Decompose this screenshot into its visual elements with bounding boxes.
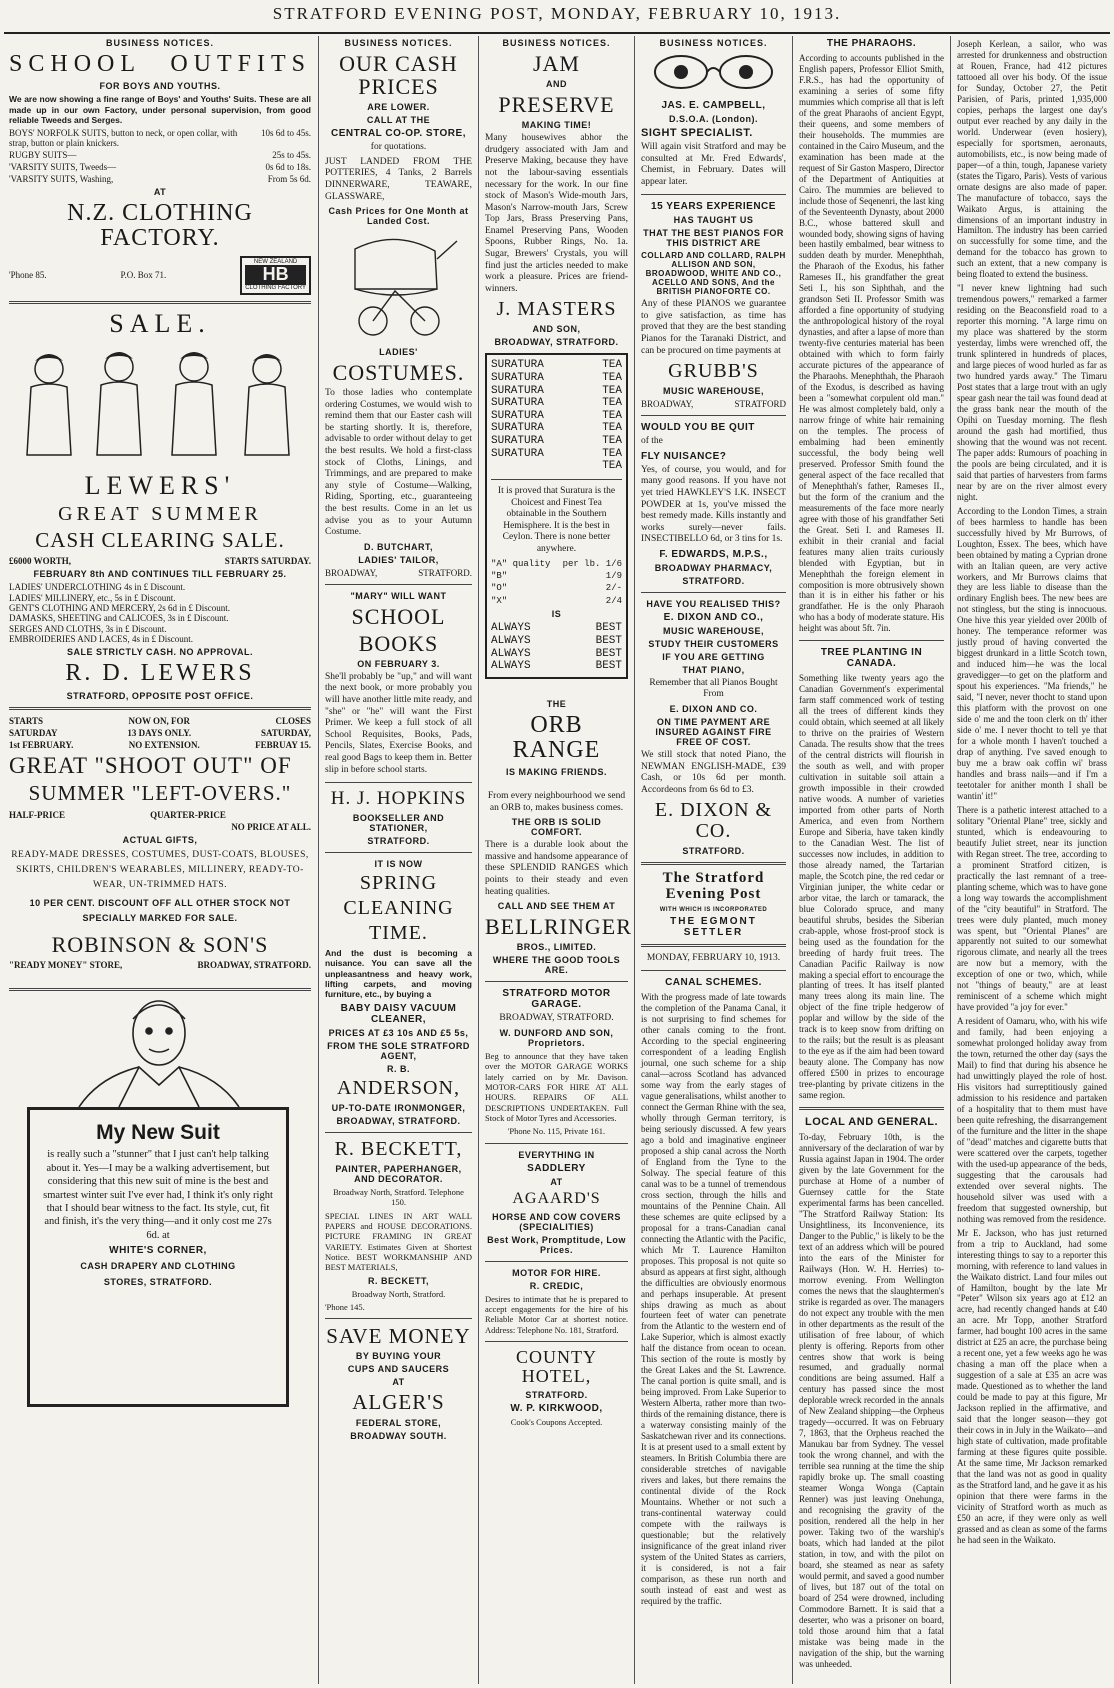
bellringer-name: BELLRINGER [485, 914, 632, 940]
column-4: BUSINESS NOTICES. JAS. E. CAMPBELL, D.S.O.A. (London). SIGHT SPECIALIST. Will again visit Stratford and may be consulted at Mr. Fred Edwards', Chemist, in February. Dates will appear later. 15 YEARS EXPERIENCE HAS TAUGHT US THAT THE BEST PIANOS FOR THIS DISTRICT ARE COLLARD AND COLLARD, RALPH ALLISON AND SON, BROADWOOD, WHITE AND CO., ACELLO AND SONS, And the BRITISH PIANOFORTE CO. Any of these PIANOS we guarantee to give satisfaction, as time has proved that they are the best standing Pianos for the Taranaki District, and can be procured on time payments at GRUBB'S MUSIC WAREHOUSE, BROADWAY, STRATFORD WOULD YOU BE QUIT of the FLY NUISANCE? Yes, of course, you would, and for many good reasons. If you have not yet tried HAWKLEY'S I.K. INSECT POWDER at 1s, you've missed the best remedy made. Kills instantly and works surely—never fails. INSECTIBELLO 6d, or 3 tins for 1s. F. EDWARDS, M.P.S., BROADWAY PHARMACY, STRATFORD. HAVE YOU REALISED THIS? E. DIXON AND CO., MUSIC WAREHOUSE, STUDY THEIR CUSTOMERS IF YOU ARE GETTING THAT PIANO, Remember that all Pianos Bought From E. DIXON AND CO. ON TIME PAYMENT ARE INSURED AGAINST FIRE FREE OF COST. We still stock that noted Piano, the NEWMAN ENGLISH-MADE, £39 Cash, or 10s 6d per month. Accordeons from 6s 6d to £3. E. DIXON & CO. STRATFORD. The Stratford Evening Post WITH WHICH IS INCORPORATED THE EGMONT SETTLER MONDAY, FEBRUARY 10, 1913. CANAL SCHEMES. With the progress made of late towards the completion of the Panama Canal, it is not surprising to find schemes for other canals coming to the front. According to the special engineering correspondent of a leading English journal, one such scheme for a ship canal—across Scotland has advanced some way from the early stages of vague generalisations, whilst another to connect the German Rhine with the sea, wholly through German territory, is being seriously discussed. A few years ago a bold and imaginative engineer proposed a ship canal across the North of England from the Tyne to the Solway. The special feature of this canal was to be a tunnel of tremendous cross section, through the hills and mountains of the Pennine Chain. All these schemes are quite eclipsed by a proposal for a trans-Canadian canal connecting the Atlantic with the Pacific, which Mr T. Laurence Hamilton proposes. This proposal is not quite so absurd as appears at first sight, although the difficulties are obviously enormous and perhaps insuperable. At present ships drawing as much as about fourteen feet of water can penetrate from the Atlantic to the western end of Lake Superior, which is almost exactly half the distance from ocean to ocean. This section of the route is mostly by the Great Lakes and the St. Lawrence. The canal portion is quite small, and is being improved. From Lake Superior to Western Alberta, rather more than two-thirds of the remaining distance, there is a waterway consisting mainly of the Saskatchewan river and its connections. It is at present used to a small extent by steamers. In British Columbia there are considerable stretches of navigable rivers and lakes, but there remains the continental divide of the Rock Mountains. Whether or not such a trans-continental waterway could compete with the railways is questionable; but the relatively insignificance of the great inland river system of the United States as carriers, it is considered, is not a fair comparison, as these run north and south instead of east and west as required by the traffic. [641, 38, 786, 1606]
news-item: According to the London Times, a strain of bees harmless to handle has been successfully hived by Mr Burrows, of Loughton, Essex. The bees, which have been obtained by mating a Cyprian drone with an Italian queen, are very active workers, and Mr Burrows claims that they are less liable to disease than the ordinary English bees. The new bees are not stingless, but the sting is innocuous. One hive this year yielded over 200lb of honey. The temperance reformer was justly proud of having converted the biggest drunkard in a little Scotch town, and induced him—he was the local gravedigger—to get on the platform and spout his experiences. "Ma friends," he said, "I never, never thocht to stand upon this platform with the provost on one side o' me and the toon clerk on th' ither side o' me. I never thocht to tell ye that for a whole month I haven't touched a drap of anything. I've saved enough to buy me a braw oak coffin wi' brass handles and brass nails—and if I'm a teetotaler for anither month I shall be wantin' it!" [957, 505, 1107, 801]
alger-name: ALGER'S [352, 1390, 445, 1415]
pharaohs-article: According to accounts published in the English papers, Professor Elliot Smith, F.R.S., has had the opportunity of examining a series of some fifty mummies which comprise all that is left of the great Pharaohs of ancient Egypt, their queens, and some members of their households. The mummies are contained in the Cairo Museum, and the examination has been made at the request of Sir Gaston Maspero, Director of the Department of Antiquities at Cairo. The mummies are believed to include those of Seqenenri, the last king of the Seventeenth Dynasty, about 2000 B.C., whose battered skull and wounded body, showing signs of having been hastily embalmed, bear witness to sudden death by murder. Menephthah, the Pharaoh of the Exodus, his father Rameses II., his grandfather the great Seti I., his son Siphthah, and the grandson Seti II. Professor Smith was afforded a fine opportunity of studying the anthropological history of the royal dynasties, and after a lapse of more than twenty-five centuries material has been obtained with which to form fairly accurate pictures of the appearance of the Pharaohs. Menephthah, the Pharaoh of the Exodus, is described as having been a "somewhat corpulent old man." He was almost completely bald, only a narrow fringe of white hair remaining on the temples. The process of embalming had been eminently successful, the body being well preserved. Professor Smith found the general aspect of the face recalled that of Menephthah's father, Rameses II., but the form of the cranium and the measurements of the face more nearly agree with those of his grandfather Seti the Great. Seti I. and Rameses II. exhibit in their cranial and facial features many alien traits curiously blended with Egyptian, but in Menephthah the foreign element in composition is more obtrusively shown than it is in either his father or his grandfather. He is the only Pharaoh who has a body of moderate stature. His height was about 5ft. 7in. [799, 53, 944, 634]
actual-gifts: ACTUAL GIFTS, [122, 834, 198, 845]
price-row: BOYS' NORFOLK SUITS, button to neck, or open collar, with strap, button or plain knickers. 10s 6d to 45s. [9, 128, 311, 149]
price-row: 'VARSITY SUITS, Tweeds— 0s 6d to 18s. [9, 162, 311, 173]
man-illustration [9, 997, 309, 1107]
landed-text: JUST LANDED FROM THE POTTERIES, 4 Tanks, 2 Barrels DINNERWARE, TEAWARE, GLASSWARE, [325, 156, 472, 202]
lewers-subtitle: GREAT SUMMER [58, 503, 262, 526]
column-6 [952, 36, 1112, 1684]
column-rule [950, 36, 951, 1684]
outfits-intro: We are now showing a fine range of Boys' and Youths' Suits. These are all made up in our own Factory, under personal supervision, from good reliable Tweeds and Serges. [9, 94, 311, 125]
column-rule [634, 36, 635, 1684]
factory-logo: NEW ZEALAND HB CLOTHING FACTORY [240, 256, 311, 295]
column-5 [794, 36, 949, 1684]
local-article: To-day, February 10th, is the anniversary of the declaration of war by Russia against Japan in 1904. The order given by the late Government for the purchase at Home of a number of Guernsey cattle for the State experimental farms has been cancelled. "The Stratford Railway Station: Its Unsightliness, its Inconvenience, its Danger to the Public," is likely to be the text of an address which will be poured into the ears of the Minister for Railways (Hon. W. H. Herries) to-morrow evening. From Wellington comes the news that the slaughtermen's strike is regarded as over. The managers do not expect any trouble with the men in other departments as the result of the utilisation of free labour, of which plenty is offering. Reports from other centres show that work is being resumed, and gradually normal conditions are being assumed. Half a century has passed since the most deplorable wreck recorded in the annals of New Zealand shipping—the Orpheus tragedy—occurred. It was on February 7, 1863, that the Orpheus reached the Manukau bar from Sydney. The vessel took the wrong channel, and with the terrible sea running at the time the ship rapidly broke up. The small coasting steamer Wonga Wonga (Captain Renner) was just leaving Onehunga, and recognising the gravity of the position, rendered all the help in her power. Taking two of the warship's boats, which had landed at the pilot station, in tow, and with the pilot on board, she steamed as near as safety would permit, and saved a good number of lives, but 187 out of the total on board of 254 were drowned, including Commodore Barnett. It is said that a deserter, who was a prisoner on board, told those around him that a fatal mistake was being made in the navigation of the ship, but the warning was unheeded. [799, 1132, 944, 1669]
suratura-tea-ad: SURATURA SURATURA SURATURA SURATURA SURATURA SURATURA SURATURA SURATURA TEA TEA TEA TEA TEA TEA TEA TEA TEA It is proved that Suratura is the Choicest and Finest Tea obtainable in the Southern Hemisphere. It is the best in Ceylon. There is none better anywhere. "A" quality per lb. 1/6 "B" 1/9 "O" 2/- "X" 2/4 IS ALWAYS ALWAYS ALWAYS ALWAYS BEST BEST BEST BEST [485, 353, 628, 679]
pram-illustration [325, 229, 470, 339]
outfits-title: SCHOOL OUTFITS [9, 51, 311, 77]
shoot-out-heading: GREAT "SHOOT OUT" OF [9, 752, 292, 778]
discount-note: 10 PER CENT. DISCOUNT OFF ALL OTHER STOCK NOT SPECIALLY MARKED FOR SALE. [29, 898, 291, 923]
tree-title: TREE PLANTING IN CANADA. [820, 647, 923, 670]
news-item: "I never knew lightning had such tremendous powers," remarked a farmer residing on the Beaconsfield road to a reporter this morning. "A large rimu on my place was shattered by the storm yesterday, limbs were wrenched off, the trunk splintered in hundreds of places, and large pieces of wood hurled as far as two hundred yards away." The Timaru Post states that a large trout with an ugly spear gash near the tail was found dead at the grass bank near the mouth of the Opihi on Tuesday morning. The flesh around the gash had mortified, thus showing that the wound was not recent. The paper adds: Rumours of poaching in the pools are being circulated, and it is said that parties of harvesters from farms near by are on the river almost every night. [957, 283, 1107, 502]
column-header: BUSINESS NOTICES. [344, 38, 453, 48]
beckett-name: R. BECKETT, [334, 1137, 463, 1160]
readymade-list: READY-MADE DRESSES, COSTUMES, DUST-COATS, BLOUSES, SKIRTS, CHILDREN'S WEARABLES, MILLINERY, READY-TO-WEAR, UN-TRIMMED HATS. [11, 849, 309, 891]
central-store: CENTRAL CO-OP. STORE, [331, 128, 466, 140]
suit-line-2: CASH DRAPERY AND CLOTHING [80, 1261, 236, 1272]
books-text: She'll probably be "up," and will want the next book, or more probably you will have another little mite ready, and "she" or "he" will want the First Primer. We keep a full stock of all School Requisites, Books, Pads, Pencils, Slates, Exercise Books, and real good Bags to keep them in. Better slip in before school starts. [325, 671, 472, 775]
column-1: BUSINESS NOTICES. SCHOOL OUTFITS FOR BOYS AND YOUTHS. We are now showing a fine range of Boys' and Youths' Suits. These are all made up in our own Factory, under personal supervision, from good reliable Tweeds and Serges. BOYS' NORFOLK SUITS, button to neck, or open collar, with strap, button or plain knickers. 10s 6d to 45s. RUGBY SUITS— 25s to 45s. 'VARSITY SUITS, Tweeds— 0s 6d to 18s. 'VARSITY SUITS, Washing, From 5s 6d. AT N.Z. CLOTHING FACTORY. 'Phone 85. P.O. Box 71. NEW ZEALAND HB CLOTHING FACTORY SALE. LEWERS' GREAT SUMMER CASH CLEARING SALE. £6000 WORTH, STARTS SATURDAY. FEBRUARY 8th AND CONTINUES TILL FEBRUARY 25. LADIES' UNDERCLOTHING 4s in £ Discount. LADIES' MILLINERY, etc., 5s in £ Discount. GENT'S CLOTHING AND MERCERY, 2s 6d in £ Discount. DAMASKS, SHEETING and CALICOES, 3s in £ Discount. SERGES AND CLOTHS, 3s in £ Discount. EMBROIDERIES AND LACES, 4s in £ Discount. SALE STRICTLY CASH. NO APPROVAL. R. D. LEWERS STRATFORD, OPPOSITE POST OFFICE. STARTS NOW ON, FOR CLOSES SATURDAY 13 DAYS ONLY. SATURDAY, 1st FEBRUARY. NO EXTENSION. FEBRUAY 15. GREAT "SHOOT OUT" OF SUMMER "LEFT-OVERS." HALF-PRICE QUARTER-PRICE NO PRICE AT ALL. ACTUAL GIFTS, READY-MADE DRESSES, COSTUMES, DUST-COATS, BLOUSES, SKIRTS, CHILDREN'S WEARABLES, MILLINERY, READY-TO-WEAR, UN-TRIMMED HATS. 10 PER CENT. DISCOUNT OFF ALL OTHER STOCK NOT SPECIALLY MARKED FOR SALE. ROBINSON & SON'S "READY MONEY" STORE, BROADWAY, STRATFORD. My New Suit is really such a "stunner" that I just can't help talking about it. Yes—I may be a walking advertisement, but considering that this new suit of mine is the best and smartest winter suit I've ever had, I think it's only right that I should bear witness to the fact. Its style, cut, fit and finish, it's the very thing—and it only cost me 27s 6d. at WHITE'S CORNER, CASH DRAPERY AND CLOTHING STORES, STRATFORD. [4, 36, 316, 1684]
factory-pobox: P.O. Box 71. [120, 270, 167, 281]
discount-list: LADIES' UNDERCLOTHING 4s in £ Discount. LADIES' MILLINERY, etc., 5s in £ Discount. GENT'S CLOTHING AND MERCERY, 2s 6d in £ Discount. DAMASKS, SHEETING and CALICOES, 3s in £ Discount. SERGES AND CLOTHS, 3s in £ Discount. EMBROIDERIES AND LACES, 4s in £ Discount. [9, 582, 230, 645]
suit-shop: WHITE'S CORNER, [109, 1245, 207, 1257]
column-rule [478, 36, 479, 1684]
spectacles-icon [641, 52, 786, 92]
news-item: Mr E. Jackson, who has just returned from a trip to Auckland, had some interesting things to say to a reporter this morning, with reference to land values in the Waikato district. Land four miles out of Hamilton, bought by the late Mr "Peter" Wilson six years ago at £12 an acre, had recently changed hands at £40 an acre. Mr Topp, another Stratford farmer, had bought 100 acres in the same district at £25 an acre, the purchase being a recent one, yet a few weeks ago he was chasing a man off the place when a suggestion of a sale at £35 an acre was made. Questioned as to whether the land could be made to pay at this figure, Mr Jackson replied in the affirmative, and said that the longer season—they got their cows in in July in the Waikato—and high state of cultivation, made profitable farming at these figures quite possible. At the same time, Mr Jackson remarked that the land was not as good in quality as the Stratford land, and he gave it as his opinion that there were farms in the vicinity of Stratford worth as much as £50 an acre, if they were only as well grassed and as clean as some of the farms he had seen in the Waikato. [957, 1227, 1107, 1545]
suit-line-3: STORES, STRATFORD. [103, 1276, 213, 1287]
county-hotel: COUNTY HOTEL, [516, 1347, 597, 1386]
costumes-text: To those ladies who contemplate ordering Costumes, we would wish to remind them that our Easter cash will be starting shortly. It is, therefore, advisable to order without delay to get the best results. We hold a first-class stock of Cloths, Linings, and Trimmings, and are prepared to make any style of Costume—Walking, Riding, Sporting, etc., guaranteeing the best results. Come in an let us advise you as to your Autumn Costume. [325, 388, 472, 538]
new-suit-board [27, 1107, 289, 1407]
lewers-title: LEWERS' [84, 470, 236, 500]
suit-body: is really such a "stunner" that I just can't help talking about it. Yes—I may be a walking advertisement, but considering that this new suit of mine is the best and smartest winter suit I've ever had, I think it's only right that I should bear witness to the fact. Its style, cut, fit and finish, it's the very thing—and it only cost me 27s 6d. at [43, 1149, 273, 1241]
sale-start: STARTS SATURDAY. [224, 556, 311, 567]
lewers-subtitle-2: CASH CLEARING SALE. [35, 528, 285, 553]
pharaohs-title: THE PHARAOHS. [826, 38, 917, 49]
price-row: 'VARSITY SUITS, Washing, From 5s 6d. [9, 174, 311, 185]
column-rule [792, 36, 793, 1684]
costumes-title: COSTUMES. [332, 360, 465, 386]
ladies-illustration [9, 347, 309, 457]
grubbs: GRUBB'S [668, 360, 759, 383]
masthead: STRATFORD EVENING POST, MONDAY, FEBRUARY 10, 1913. [272, 4, 842, 23]
news-item: Joseph Kerlean, a sailor, who was arrested for drunkenness and obstruction at Rouen, France, had 412 pictures tattooed all over his body. Of the issue for Sunday, October 27, the Petit Parisien, of Paris, printed 1,935,000 copies, perhaps the largest one day's output ever reached by any daily in the world. Underwear (even hosiery), especially for sportsmen, aeronauts, automobilists, etc., is now being made of paper—of a thin, tough, Japanese variety (states the Tigaro, Paris). Vests of various ornate designs are also made of paper. The manufacture of tobacco, says the Waikato Argus, is attaining the dimensions of an important industry in Hamilton. The industry has been carried on successfully for some time, and the demand for the tobacco has grown to such an extent, that a new company is being floated to extend the business. [957, 39, 1107, 280]
new-suit-ad [9, 997, 311, 1417]
factory-contact [9, 256, 311, 295]
factory-phone: 'Phone 85. [9, 270, 47, 281]
canal-article: With the progress made of late towards the completion of the Panama Canal, it is not surprising to find schemes for other canals coming to the front. According to the special engineering correspondent of a leading English journal, one such scheme for a ship canal—across Scotland has advanced some way from the early stages of vague generalisations, whilst another to connect the German Rhine with the sea, wholly through German territory, is being seriously discussed. A few years ago a bold and imaginative engineer proposed a ship canal across the North of England from the Tyne to the Solway. The special feature of this canal was to be a tunnel of tremendous cross section, through the hills and mountains of the Pennine Chain. All these schemes are quite eclipsed by a proposal for a trans-Canadian canal connecting the Atlantic with the Pacific, which Mr T. Laurence Hamilton proposes. This proposal is not quite so absurd as appears at first sight, although the difficulties are obviously enormous and perhaps insuperable. At present ships drawing as much as about fourteen feet of water can penetrate from the Atlantic to the western end of Lake Superior, which is almost exactly half the distance from ocean to ocean. This section of the route is mostly by the Great Lakes and the St. Lawrence. The canal portion is quite small, and is being improved. From Lake Superior to Western Alberta, rather more than two-thirds of the remaining distance, there is a waterway consisting mainly of the Saskatchewan river and its connections. It is at present used to a small extent by steamers. In British Columbia there are considerable stretches of navigable rivers and lakes, but there remains the continental divide of the Rock Mountains. Whether or not such a trans-continental waterway could compete with the railways is questionable; but the relatively insignificance of the great inland river system of the United States as carriers, it is considered, is not a fair comparison, as these run north and south instead of east and west as required by the traffic. [641, 992, 786, 1606]
anderson-name: ANDERSON, [337, 1076, 460, 1099]
factory-name: N.Z. CLOTHING FACTORY. [67, 200, 253, 252]
local-title: LOCAL AND GENERAL. [804, 1116, 939, 1129]
column-3: BUSINESS NOTICES. JAM AND PRESERVE MAKING TIME! Many housewives abhor the drudgery associated with Jam and Preserve Making, because they have not the labour-saving essentials necessary for the work. In our fine stock of Mason's Wide-mouth Jars, Mason's Narrow-mouth Jars, Screw Top Jars, Brass Preserving Pans, Enamel Preserving Pans, Wooden Spoons, Rubber Rings, No. 1a. Sugar, Brewers' Crystals, you will find just the articles needed to make work a pleasure. Prices are friend-winners. J. MASTERS AND SON, BROADWAY, STRATFORD. SURATURA SURATURA SURATURA SURATURA SURATURA SURATURA SURATURA SURATURA TEA TEA TEA TEA TEA TEA TEA TEA TEA It is proved that Suratura is the Choicest and Finest Tea obtainable in the Southern Hemisphere. It is the best in Ceylon. There is none better anywhere. "A" quality per lb. 1/6 "B" 1/9 "O" 2/- "X" 2/4 IS ALWAYS ALWAYS ALWAYS ALWAYS BEST BEST BEST BEST THE ORB RANGE IS MAKING FRIENDS. From every neighbourhood we send an ORB to, makes business comes. THE ORB IS SOLID COMFORT. There is a durable look about the massive and handsome appearance of these SPLENDID RANGES which points to their steady and even heating qualities. CALL AND SEE THEM AT BELLRINGER BROS., LIMITED. WHERE THE GOOD TOOLS ARE. STRATFORD MOTOR GARAGE. BROADWAY, STRATFORD. W. DUNFORD AND SON, Proprietors. Beg to announce that they have taken over the MOTOR GARAGE WORKS lately carried on by Mr. Davison. MOTOR-CARS FOR HIRE AT ALL HOURS. REPAIRS OF ALL DESCRIPTIONS UNDERTAKEN. Full Stock of Motor Tyres and Accessories. 'Phone No. 115, Private 161. EVERYTHING IN SADDLERY AT AGAARD'S HORSE AND COW COVERS (SPECIALITIES) Best Work, Promptitude, Low Prices. MOTOR FOR HIRE. R. CREDIC, Desires to intimate that he is prepared to accept engagements for the hire of his Reliable Motor Car at shortest notice. Address: Telephone No. 181, Stratford. COUNTY HOTEL, STRATFORD. W. P. KIRKWOOD, Cook's Coupons Accepted. [485, 38, 632, 1427]
orb-range: ORB RANGE [512, 711, 601, 763]
tree-article: Something like twenty years ago the Canadian Government's experimental farm staff commenced work of testing all the trees of different kinds they could obtain, which seemed at all likely to thrive on the prairies of Western Canada. The results show that the trees of the central districts will flourish in the south as well, and with proper cultivation in suitable soil attain a growth impossible in their crowded native woods. A number of varieties imported from other parts of North America, and even from Northern Europe and Siberia, have taken kindly to the Canadian West. The list of successes now includes, in addition to those already named, the Tartarian maple, the Scotch pine, the red cedar or Virginian juniper, the white cedar or arbor vitae, the larch or tamarack, the blue Colorado spruce, and many beautiful shrubs, besides the Siberian crab-apple, whose frost-proof stock is being used as the foundation for the breeding of hardy fruit trees. The Canadian Pacific Railway is now making a special effort to encourage the planting of trees. It has itself planted many trees along its main line. The object of the fine triple hedgerow of poplar and willow by the side of the track is to keep snow from drifting on to the rails; but the result is as pleasant to the eye as if the aim had been toward beauty alone. The Company has now offered £500 in prizes to encourage tree-planting by private citizens in the same region. [799, 673, 944, 1101]
news-item: There is a pathetic interest attached to a solitary "Oriental Plane" tree, sickly and stunted, which is endeavouring to beautify Juliet street, near its junction with Regan street. The tree, according to a prominent Stratford citizen, is practically the last remnant of a tree-planting scheme, which was to have gone a long way towards the accomplishment of the "city beautiful" in Stratford. The trees were duly planted, much money was spent, but "Oriental Planes" are apparently not suited to our somewhat rigorous climate, and nearly all the trees are now but a memory, with the exception of one or two, which, while not "things of beauty," are at least reminiscent of a scheme which might have provided "a joy for ever." [957, 804, 1107, 1013]
column-2: BUSINESS NOTICES. OUR CASH PRICES ARE LOWER. CALL AT THE CENTRAL CO-OP. STORE, for quotations. JUST LANDED FROM THE POTTERIES, 4 Tanks, 2 Barrels DINNERWARE, TEAWARE, GLASSWARE, Cash Prices for One Month at Landed Cost. LADIES' COSTUMES. To those ladies who contemplate ordering Costumes, we would wish to remind them that our Easter cash will be starting shortly. It is, therefore, advisable to order without delay to get the best results. We hold a first-class stock of Cloths, Linings, and Trimmings, and are prepared to make any style of Costume—Walking, Riding, Sporting, etc., guaranteeing the best results. Come in an let us advise you as to your Autumn Costume. D. BUTCHART, LADIES' TAILOR, BROADWAY, STRATFORD. "MARY" WILL WANT SCHOOL BOOKS ON FEBRUARY 3. She'll probably be "up," and will want the next book, or more probably you will have another little mite ready, and "she" or "he" will want the First Primer. We keep a full stock of all School Requisites, Books, Pads, Pencils, Slates, Exercise Books, and real good Bags to keep them in. Better slip in before school starts. H. J. HOPKINS BOOKSELLER AND STATIONER, STRATFORD. IT IS NOW SPRING CLEANING TIME. And the dust is becoming a nuisance. You can save all the unpleasantness and heavy work, lifting carpets, and moving furniture, etc., by buying a BABY DAISY VACUUM CLEANER, PRICES AT £3 10s AND £5 5s, FROM THE SOLE STRATFORD AGENT, R. B. ANDERSON, UP-TO-DATE IRONMONGER, BROADWAY, STRATFORD. R. BECKETT, PAINTER, PAPERHANGER, AND DECORATOR. Broadway North, Stratford. Telephone 150. SPECIAL LINES IN ART WALL PAPERS and HOUSE DECORATIONS. PICTURE FRAMING IN GREAT VARIETY. Estimates Given at Shortest Notice. BEST WORKMANSHIP AND BEST MATERIALS, R. BECKETT, Broadway North, Stratford. 'Phone 145. SAVE MONEY BY BUYING YOUR CUPS AND SAUCERS AT ALGER'S FEDERAL STORE, BROADWAY SOUTH. [325, 38, 472, 1441]
hopkins-name: H. J. HOPKINS [330, 788, 467, 810]
column-header: BUSINESS NOTICES. [502, 38, 611, 48]
column-header: BUSINESS NOTICES. [105, 38, 214, 48]
paper-name: The Stratford Evening Post [662, 870, 765, 903]
lewers-address: STRATFORD, OPPOSITE POST OFFICE. [66, 690, 254, 701]
left-overs-heading: SUMMER "LEFT-OVERS." [28, 780, 292, 805]
column-header: BUSINESS NOTICES. [659, 38, 768, 48]
sale-dates: FEBRUARY 8th AND CONTINUES TILL FEBRUARY 25. [33, 569, 287, 580]
cash-prices-title: OUR CASH PRICES [339, 51, 458, 100]
masthead-rule [4, 32, 1110, 34]
dixon-name: E. DIXON & CO. [654, 799, 773, 843]
sale-heading: SALE. [109, 308, 211, 338]
sale-worth: £6000 WORTH, [9, 556, 72, 567]
jam-text: Many housewives abhor the drudgery associated with Jam and Preserve Making, because they have not the labour-saving essentials necessary for the work. In our fine stock of Mason's Wide-mouth Jars, Mason's Narrow-mouth Jars, Screw Top Jars, Brass Preserving Pans, Enamel Preserving Pans, Wooden Spoons, Rubber Rings, No. 1a. Sugar, Brewers' Crystals, you will find just the articles needed to make work a pleasure. Prices are friend-winners. [485, 133, 628, 294]
suit-title: My New Suit [96, 1121, 220, 1145]
masters-name: J. MASTERS [496, 298, 617, 321]
robinson-name: ROBINSON & SON'S [51, 932, 269, 958]
price-row: RUGBY SUITS— 25s to 45s. [9, 150, 311, 161]
news-item: A resident of Oamaru, who, with his wife and family, had been enjoying a somewhat prolonged holiday away from the town, returned the other day (says the Mail) to find that during his absence he had unwittingly played the role of host. His visitors had surreptitiously gained admission to his residence and partaken of a hospitality that to them must have been quite refreshing, the disarrangement of the furniture and the litter in the shape of "dead" matches and cigarette butts that were scattered over the carpets, together with the used-up appearance of the beds, suggesting that the carousals had extended over several nights. The household silver was used with a freedom that suggested ownership, but nothing was removed from the residence. [957, 1016, 1107, 1224]
save-money: SAVE MONEY [326, 1324, 471, 1349]
column-rule [318, 36, 319, 1684]
outfits-subtitle: FOR BOYS AND YOUTHS. [99, 81, 221, 92]
at-label: AT [153, 187, 167, 198]
edition-date: MONDAY, FEBRUARY 10, 1913. [646, 952, 781, 963]
cash-only-note: SALE STRICTLY CASH. NO APPROVAL. [66, 647, 254, 658]
lewers-signature: R. D. LEWERS [65, 660, 255, 687]
